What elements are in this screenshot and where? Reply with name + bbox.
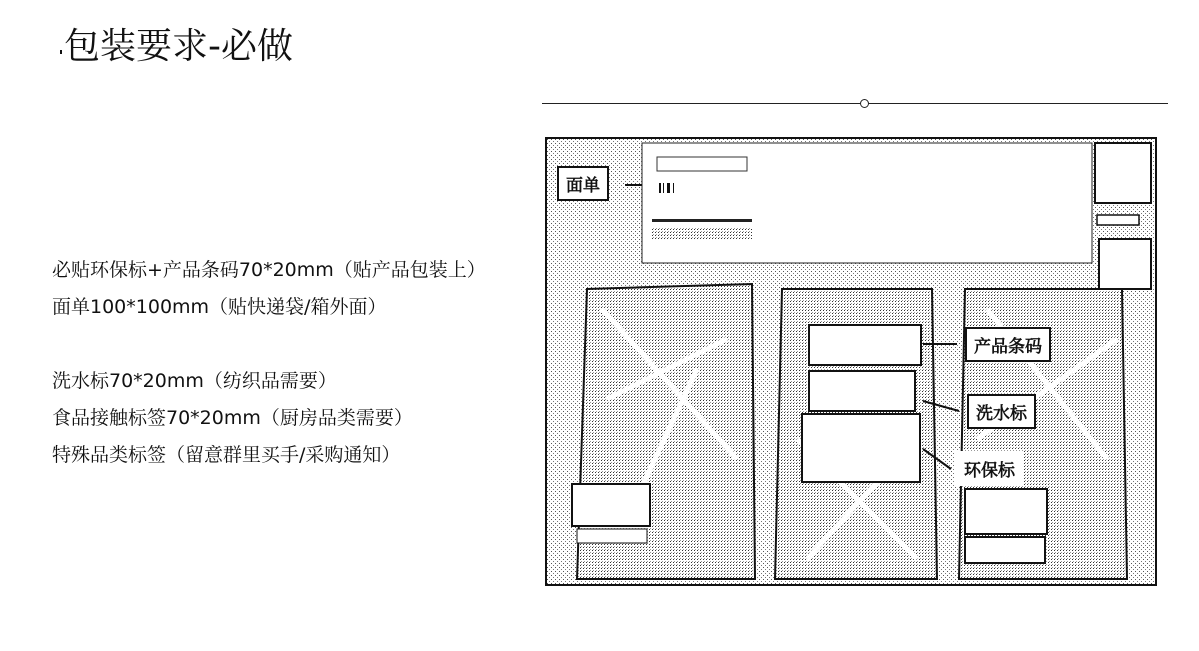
callout-product-barcode: 产品条码	[965, 327, 1051, 362]
callout-eco-label: 环保标	[955, 451, 1024, 486]
callout-waybill: 面单	[557, 166, 609, 201]
packaging-photo-illustration	[547, 139, 1155, 584]
page-title: 包装要求-必做	[64, 26, 293, 67]
divider-handle-dot	[860, 99, 869, 108]
callout-wash-label: 洗水标	[967, 394, 1036, 429]
requirement-food-contact-label: 食品接触标签70*20mm（厨房品类需要）	[52, 407, 413, 429]
packaging-photo	[545, 137, 1157, 586]
photo-divider-line	[542, 103, 1168, 104]
requirement-wash-label: 洗水标70*20mm（纺织品需要）	[52, 370, 337, 392]
requirement-eco-barcode: 必贴环保标+产品条码70*20mm（贴产品包装上）	[52, 259, 486, 281]
requirement-waybill: 面单100*100mm（贴快递袋/箱外面）	[52, 296, 387, 318]
list-spacer	[52, 326, 486, 363]
product-bag-middle	[775, 289, 937, 579]
requirement-special-category-label: 特殊品类标签（留意群里买手/采购通知）	[52, 444, 401, 466]
product-bag-left	[572, 284, 755, 579]
title-bullet-mark	[60, 50, 62, 54]
requirements-list	[52, 252, 486, 474]
